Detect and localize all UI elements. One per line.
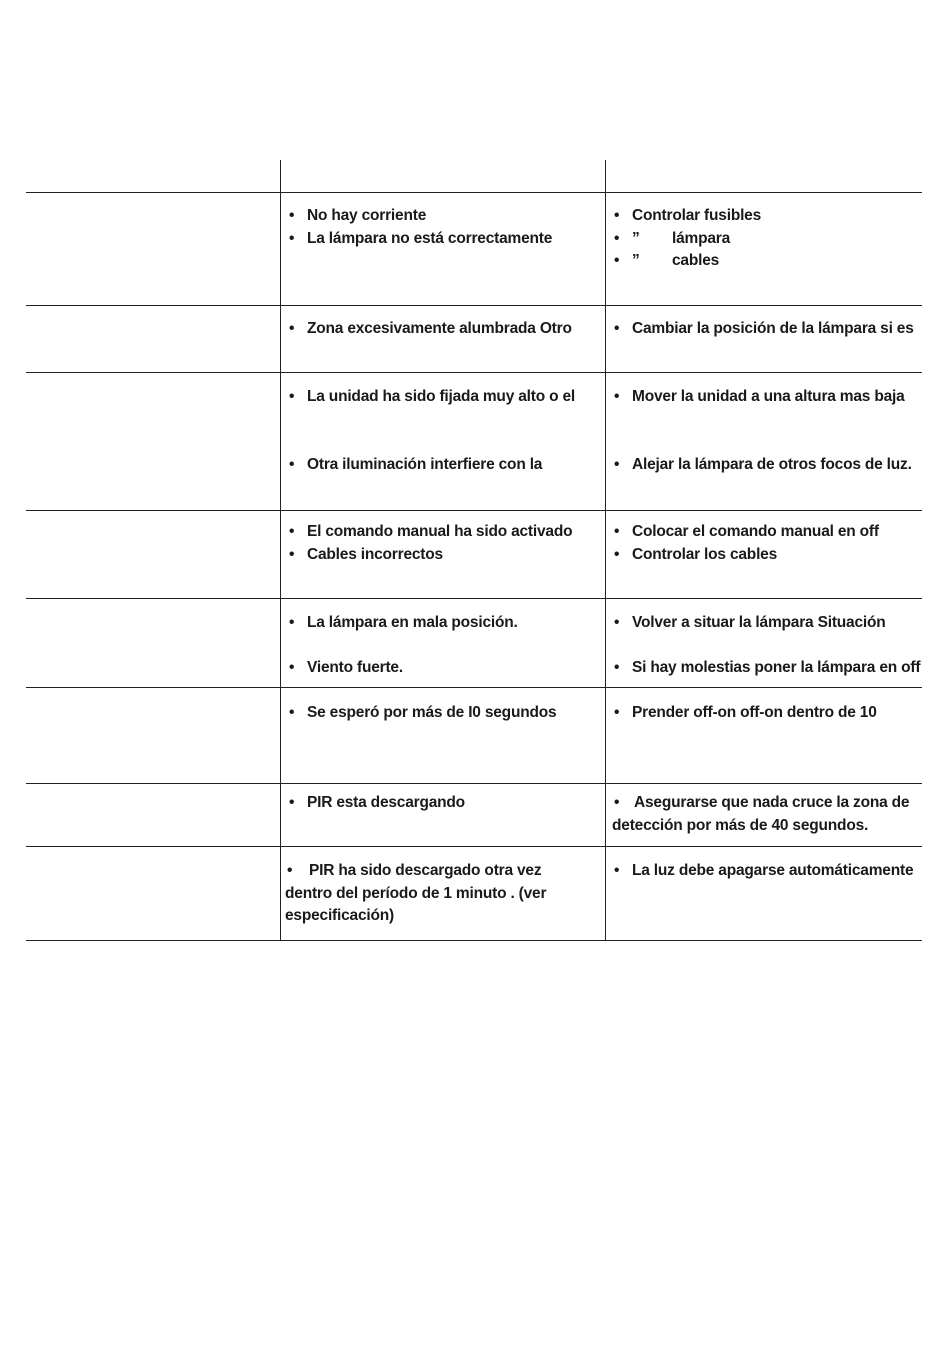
list-item: • Cambiar la posición de la lámpara si es: [614, 320, 914, 337]
column-divider-2: [605, 160, 606, 941]
header-rule: [26, 192, 922, 193]
remedy-cell: [610, 860, 913, 883]
remedy-cell: [610, 386, 905, 409]
remedy-cell: [612, 792, 909, 837]
list-item: • PIR esta descargando: [289, 794, 465, 811]
ditto-mark: ”: [632, 252, 640, 269]
row-rule: [26, 687, 922, 688]
cause-cell: [285, 860, 546, 928]
list-item: • La luz debe apagarse automáticamente: [614, 862, 914, 879]
cause-cell: [285, 205, 552, 250]
cause-cell: [285, 318, 572, 341]
row-rule: [26, 846, 922, 847]
list-item: • Otra iluminación interfiere con la: [289, 456, 543, 473]
cause-cell: [285, 454, 542, 477]
list-item: • Prender off-on off-on dentro de 10: [614, 704, 877, 721]
list-item: • Controlar los cables: [614, 545, 778, 563]
list-item: • No hay corriente: [289, 207, 427, 224]
column-divider-1: [280, 160, 281, 941]
remedy-cell: [610, 318, 914, 341]
list-item: • Zona excesivamente alumbrada Otro: [289, 320, 572, 337]
list-item: • El comando manual ha sido activado: [289, 523, 573, 540]
table-bottom-rule: [26, 940, 922, 941]
row-rule: [26, 372, 922, 373]
list-item: • Asegurarse que nada cruce la zona de: [614, 794, 910, 811]
list-item-continuation: detección por más de 40 segundos.: [612, 816, 869, 834]
list-item: • La unidad ha sido fijada muy alto o el: [289, 388, 575, 405]
cause-cell: [285, 521, 572, 566]
ditto-mark: ”: [632, 229, 640, 247]
list-item-continuation: especificación): [285, 907, 394, 924]
row-rule: [26, 510, 922, 511]
remedy-cell: [610, 205, 761, 273]
remedy-cell: [610, 702, 877, 725]
list-item: • Volver a situar la lámpara Situación: [614, 614, 886, 631]
list-item: • ” cables: [610, 250, 761, 273]
cause-cell: [285, 657, 403, 680]
list-item: • ” lámpara: [610, 228, 761, 251]
list-item: • Colocar el comando manual en off: [614, 523, 879, 540]
list-item: • Controlar fusibles: [614, 207, 762, 224]
list-item: • Alejar la lámpara de otros focos de luz.: [614, 456, 912, 473]
list-item: • La lámpara no está correctamente: [289, 229, 553, 247]
cause-cell: [285, 386, 575, 409]
list-item: • La lámpara en mala posición.: [289, 614, 518, 631]
list-item: • PIR ha sido descargado otra vez: [287, 862, 542, 879]
list-item: • Se esperó por más de I0 segundos: [289, 704, 557, 721]
row-rule: [26, 305, 922, 306]
list-item: • Cables incorrectos: [289, 545, 443, 563]
remedy-cell: [610, 521, 879, 566]
list-item: • Mover la unidad a una altura mas baja: [614, 388, 905, 405]
cause-cell: [285, 702, 556, 725]
list-item: • Si hay molestias poner la lámpara en off: [614, 659, 921, 676]
cause-cell: [285, 792, 465, 815]
remedy-cell: [610, 454, 912, 477]
list-item: • Viento fuerte.: [289, 659, 403, 676]
remedy-cell: [610, 612, 886, 635]
list-item-continuation: dentro del período de 1 minuto . (ver: [285, 884, 547, 902]
row-rule: [26, 598, 922, 599]
remedy-cell: [610, 657, 920, 680]
cause-cell: [285, 612, 518, 635]
row-rule: [26, 783, 922, 784]
